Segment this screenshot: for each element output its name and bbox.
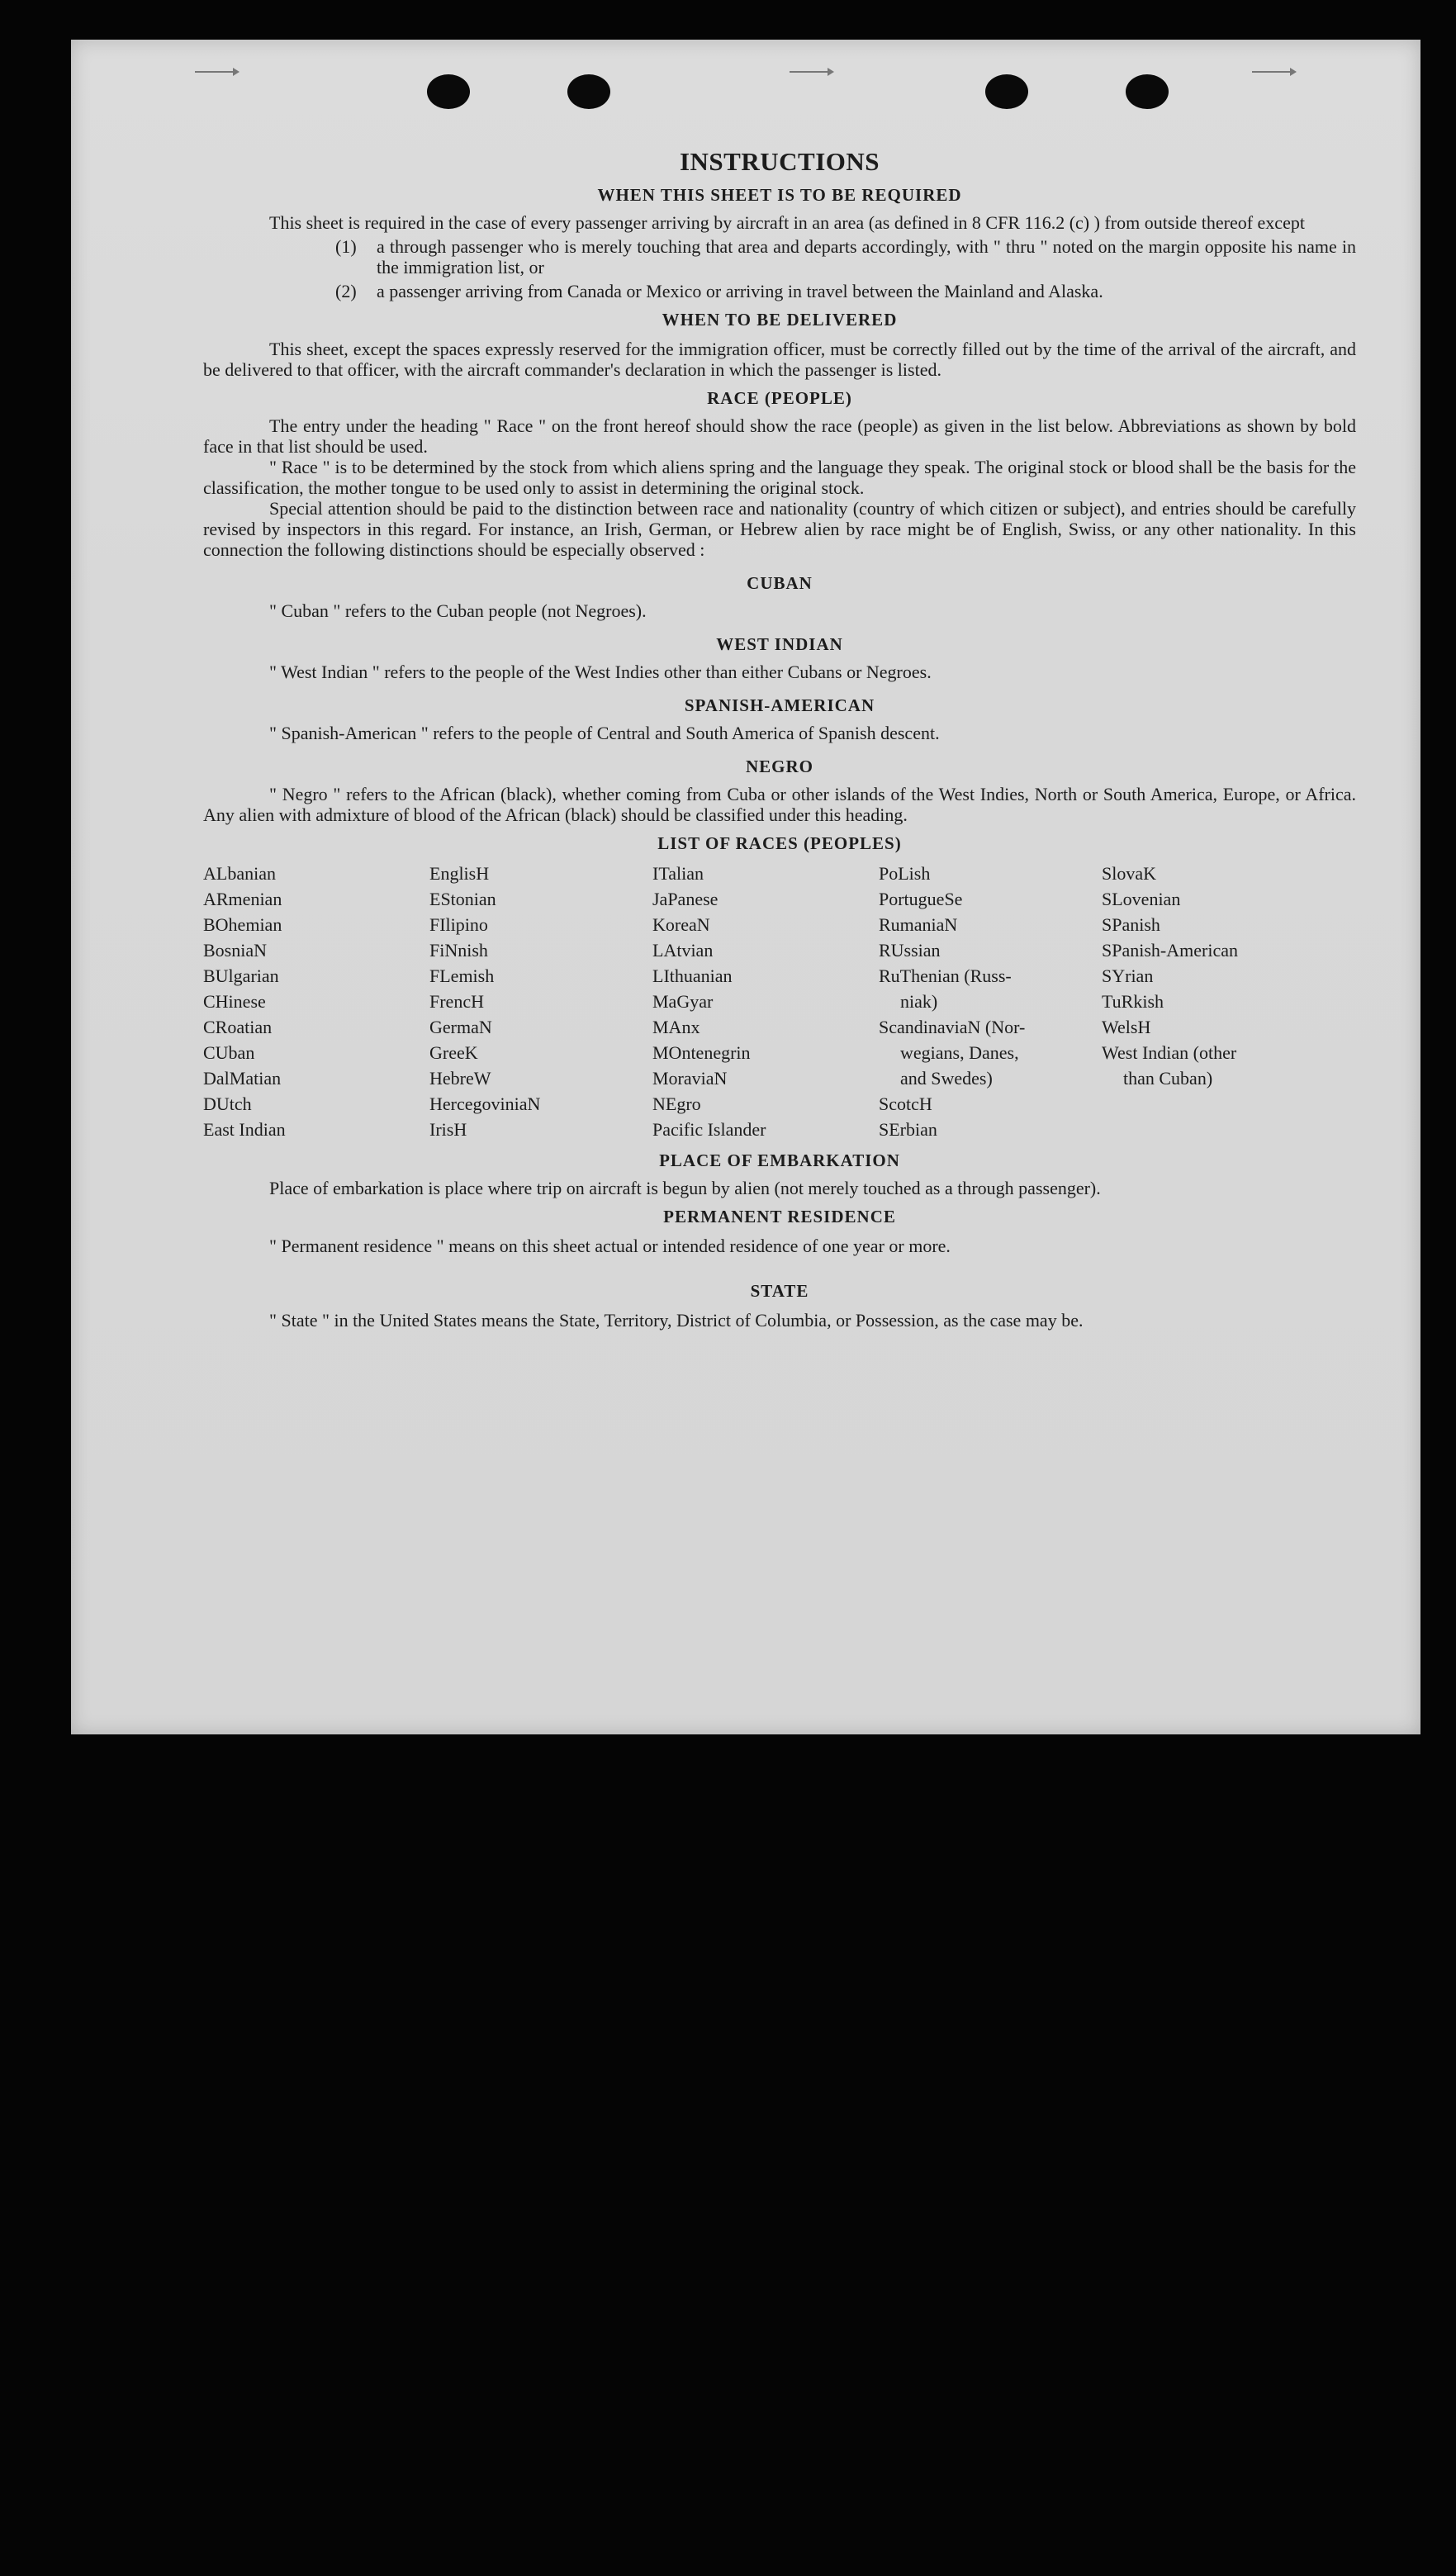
instructions-content — [203, 106, 1356, 1331]
race-entry: niak) — [900, 991, 938, 1012]
race-entry: PortugueSe — [879, 889, 963, 909]
race-entry: ScotcH — [879, 1093, 932, 1114]
race-paragraph-2: " Race " is to be determined by the stock from which aliens spring and the language they speak. The original stock or blood shall be the basis for the classification, the mother tongue to be used only to assist in determining the original stock. — [203, 457, 1356, 498]
list-item — [335, 281, 1356, 301]
races-column-3 — [652, 861, 879, 1142]
race-entry: FIlipino — [429, 914, 488, 935]
race-entry: Pacific Islander — [652, 1119, 766, 1140]
race-entry: HercegoviniaN — [429, 1093, 541, 1114]
race-entry: SErbian — [879, 1119, 937, 1140]
item-number: (2) — [335, 281, 357, 301]
races-column-5 — [1102, 861, 1356, 1142]
race-entry: FiNnish — [429, 940, 488, 961]
race-entry: IrisH — [429, 1119, 467, 1140]
race-entry: SPanish — [1102, 914, 1160, 935]
race-entry: SlovaK — [1102, 863, 1156, 884]
race-entry: NEgro — [652, 1093, 701, 1114]
race-entry: East Indian — [203, 1119, 286, 1140]
punch-hole — [1126, 74, 1169, 109]
heading-west-indian: WEST INDIAN — [716, 634, 843, 654]
race-entry: SYrian — [1102, 965, 1154, 986]
margin-mark — [195, 71, 235, 73]
west-indian-text: " West Indian " refers to the people of the West Indies other than either Cubans or Negroes. — [269, 662, 932, 682]
heading-required: WHEN THIS SHEET IS TO BE REQUIRED — [597, 185, 962, 205]
race-entry: SPanish-American — [1102, 940, 1238, 961]
cuban-text: " Cuban " refers to the Cuban people (not Negroes). — [269, 600, 647, 621]
races-column-4 — [879, 861, 1102, 1142]
heading-delivered: WHEN TO BE DELIVERED — [662, 310, 898, 330]
race-paragraph-3: Special attention should be paid to the distinction between race and nationality (country of which citizen or subject), and entries should be carefully revised by inspectors in this regard. For instance, an Irish, German, or Hebrew alien by race might be of English, Swiss, or any other nationality. In this connection the following distinctions should be especially observed : — [203, 498, 1356, 560]
margin-mark — [790, 71, 829, 73]
race-entry: MoraviaN — [652, 1068, 728, 1089]
race-paragraph-1: The entry under the heading " Race " on the front hereof should show the race (people) as given in the list below. Abbreviations as shown by bold face in that list should be used. — [203, 415, 1356, 457]
race-entry: JaPanese — [652, 889, 719, 909]
race-entry: CHinese — [203, 991, 266, 1012]
race-entry: DUtch — [203, 1093, 252, 1114]
heading-residence: PERMANENT RESIDENCE — [663, 1207, 896, 1226]
required-text: This sheet is required in the case of every passenger arriving by aircraft in an area (as defined in 8 CFR 116.2 (c) ) from outside thereof except — [269, 212, 1305, 233]
races-column-2 — [429, 861, 652, 1142]
race-entry: CRoatian — [203, 1017, 273, 1037]
race-entry: wegians, Danes, — [900, 1042, 1019, 1063]
heading-list-of-races: LIST OF RACES (PEOPLES) — [657, 833, 902, 853]
race-entry: BosniaN — [203, 940, 267, 961]
race-entry: MaGyar — [652, 991, 714, 1012]
race-entry: RUssian — [879, 940, 941, 961]
race-entry: KoreaN — [652, 914, 710, 935]
heading-negro: NEGRO — [745, 757, 813, 776]
race-entry: ITalian — [652, 863, 704, 884]
race-entry: PoLish — [879, 863, 931, 884]
residence-text: " Permanent residence " means on this sheet actual or intended residence of one year or more. — [269, 1236, 951, 1256]
race-entry: WelsH — [1102, 1017, 1151, 1037]
race-entry: ARmenian — [203, 889, 282, 909]
list-item — [335, 236, 1356, 278]
spanish-american-text: " Spanish-American " refers to the people of Central and South America of Spanish descent. — [269, 723, 940, 743]
race-entry: HebreW — [429, 1068, 491, 1089]
race-entry: FLemish — [429, 965, 495, 986]
race-entry: RuThenian (Russ- — [879, 965, 1012, 986]
race-entry: TuRkish — [1102, 991, 1164, 1012]
delivered-text: This sheet, except the spaces expressly reserved for the immigration officer, must be correctly filled out by the time of the arrival of the aircraft, and be delivered to that officer, with the aircraft commander's declaration in which the passenger is listed. — [203, 339, 1356, 380]
item-text: a passenger arriving from Canada or Mexico or arriving in travel between the Mainland and Alaska. — [377, 281, 1103, 301]
race-entry: GermaN — [429, 1017, 492, 1037]
race-entry: RumaniaN — [879, 914, 958, 935]
race-entry: LIthuanian — [652, 965, 733, 986]
punch-hole — [985, 74, 1028, 109]
race-entry: SLovenian — [1102, 889, 1181, 909]
race-entry: EStonian — [429, 889, 496, 909]
punch-hole — [427, 74, 470, 109]
race-entry: West Indian (other — [1102, 1042, 1237, 1063]
heading-race: RACE (PEOPLE) — [707, 388, 852, 408]
race-entry: ALbanian — [203, 863, 276, 884]
embarkation-text: Place of embarkation is place where trip on aircraft is begun by alien (not merely touched as a through passenger). — [269, 1178, 1101, 1198]
race-entry: CUban — [203, 1042, 255, 1063]
item-number: (1) — [335, 236, 357, 257]
heading-state: STATE — [750, 1281, 809, 1301]
races-table — [203, 861, 1356, 1142]
race-entry: and Swedes) — [900, 1068, 993, 1089]
race-entry: MAnx — [652, 1017, 700, 1037]
race-entry: GreeK — [429, 1042, 478, 1063]
race-entry: DalMatian — [203, 1068, 282, 1089]
race-entry: MOntenegrin — [652, 1042, 751, 1063]
heading-cuban: CUBAN — [747, 573, 813, 593]
negro-text: " Negro " refers to the African (black), whether coming from Cuba or other islands of the West Indies, North or South America, Europe, or Africa. Any alien with admixture of blood of the African (black) should be classified under this heading. — [203, 784, 1356, 825]
race-entry: LAtvian — [652, 940, 714, 961]
margin-mark — [1252, 71, 1292, 73]
race-entry: than Cuban) — [1123, 1068, 1213, 1089]
item-text: a through passenger who is merely touching that area and departs accordingly, with " thru " noted on the margin opposite his name in the immigration list, or — [377, 236, 1356, 278]
page-title: INSTRUCTIONS — [679, 147, 880, 176]
state-text: " State " in the United States means the State, Territory, District of Columbia, or Possession, as the case may be. — [269, 1310, 1084, 1331]
race-entry: EnglisH — [429, 863, 490, 884]
race-entry: ScandinaviaN (Nor- — [879, 1017, 1026, 1037]
races-column-1 — [203, 861, 429, 1142]
document-sheet — [71, 40, 1420, 1734]
punch-hole — [567, 74, 610, 109]
heading-embarkation: PLACE OF EMBARKATION — [659, 1150, 900, 1170]
race-entry: BUlgarian — [203, 965, 279, 986]
race-entry: FrencH — [429, 991, 484, 1012]
heading-spanish-american: SPANISH-AMERICAN — [684, 695, 875, 715]
race-entry: BOhemian — [203, 914, 282, 935]
